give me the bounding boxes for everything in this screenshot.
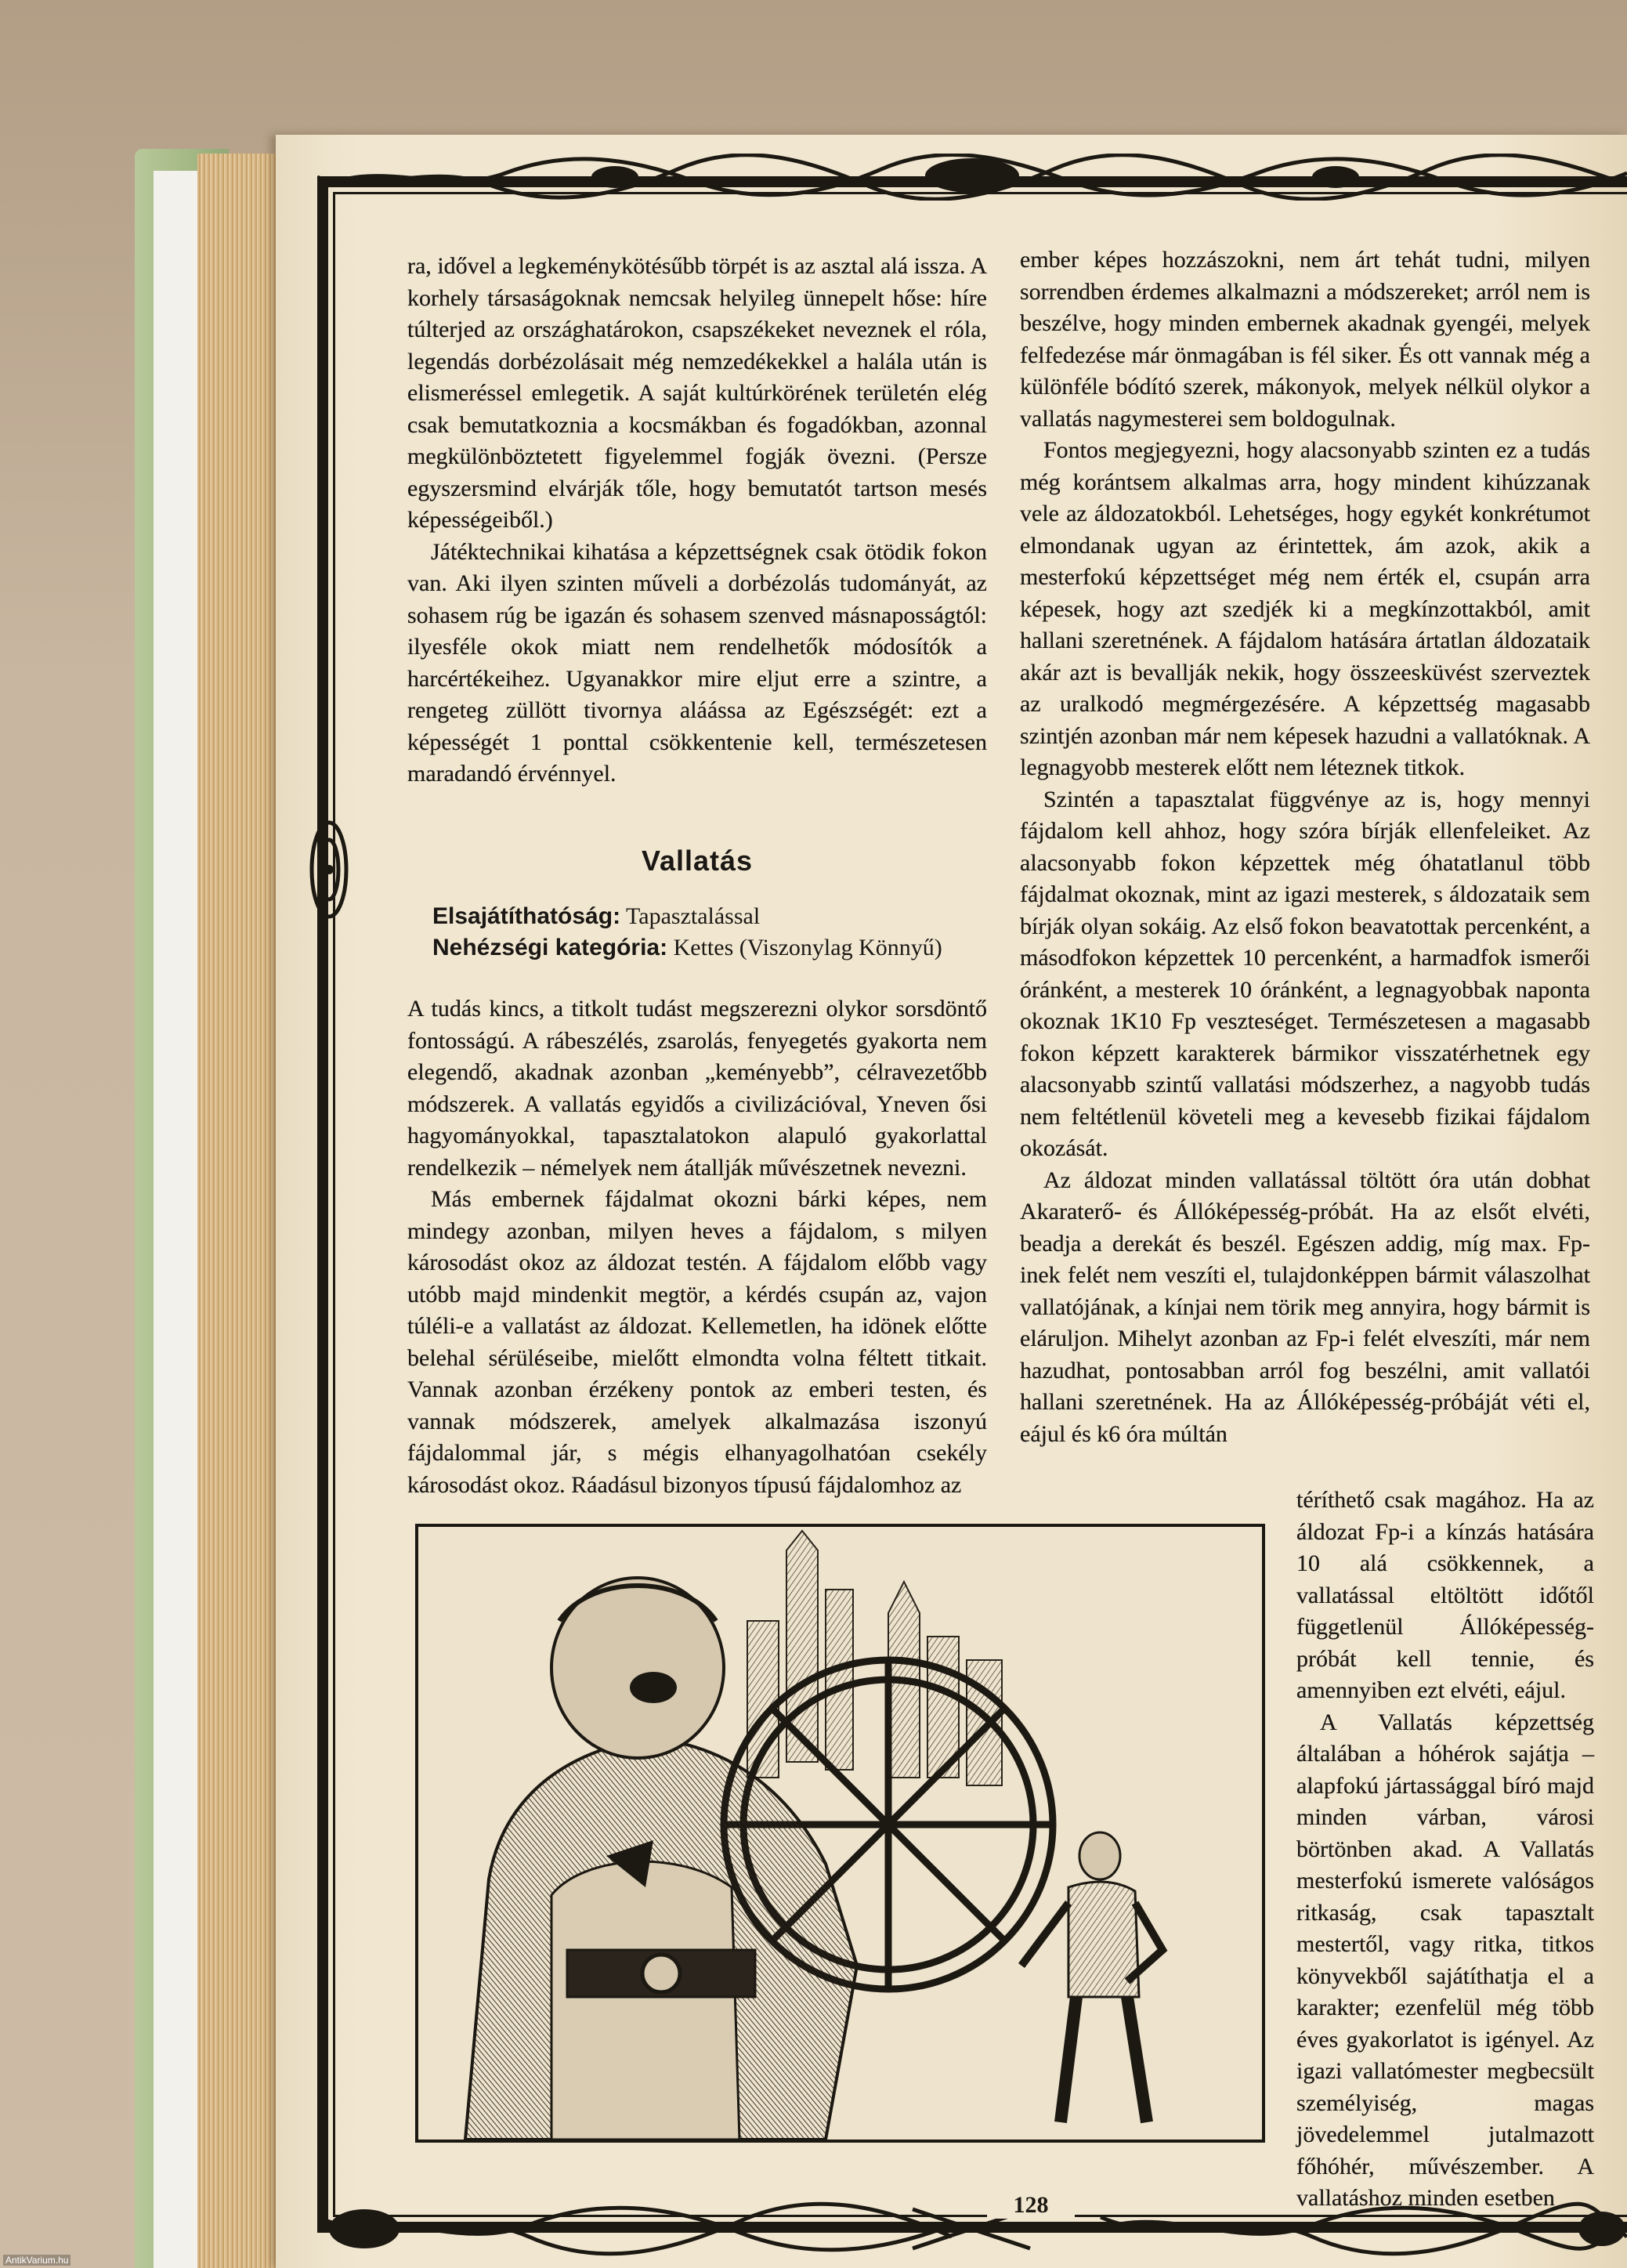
- paragraph: A tudás kincs, a titkolt tudást megszerezni olykor sorsdöntő fontosságú. A rábeszélés, zsarolás, fenyegetés gyakorta nem elegendő, akadnak azonban „keményebb”, célravezetőbb módszerek. A vallatás egyidős a civilizációval, Yneven ősi hagyományokkal, tapasztalatokon alapuló gyakorlattal rendelkezik – némelyek nem átallják művészetnek nevezni.: [407, 996, 987, 1181]
- paragraph: Szintén a tapasztalat függvénye az is, hogy mennyi fájdalom kell ahhoz, hogy szóra bírják ellenfeleiket. Az alacsonyabb fokon képzettek még óhatatlanul több fájdalmat okoznak, mint az igazi mesterek, s áldozataik sem bírják olyan sokáig. Az első fokon beavatottak percenként, a másodfokon képzettek 10 percenként, a harmadfok ismerői óránként, a mesterek 10 óránként, a legnagyobbak naponta okoznak 1K10 Fp veszteséget. Természetesen a magasabb fokon képzett karakterek bármikor visszatérhetnek egy alacsonyabb szintű vallatási módszerhez, a nagyobb tudás nem feltétlenül követeli meg a kevesebb fizikai fájdalom okozását.: [1020, 786, 1590, 1161]
- paragraph: Fontos megjegyezni, hogy alacsonyabb szinten ez a tudás még korántsem alkalmas arra, hogy mindent kihúzzanak vele az áldozatokból. Lehetséges, hogy egykét konkrétumot elmondanak ugyan az érintettek, ám azok, akik a mesterfokú képzettséget még nem érték el, csupán arra képesek, hogy azt szedjék ki a megkínzottakból, amit hallani szeretnének. A fájdalom hatására ártatlan áldozataik akár azt is bevallják nekik, hogy összeesküvést szerveztek az uralkodó megmérgezésére. A képzettség magasabb szintjén azonban már nem képesek hazudni a vallatóknak. A legnagyobb mesterek előtt nem léteznek titkok.: [1020, 437, 1590, 780]
- paragraph: Játéktechnikai kihatása a képzettségnek csak ötödik fokon van. Aki ilyen szinten műveli a dorbézolás tudományát, az sohasem rúg be igazán és sohasem szenved másnaposságtól: ilyesféle okok miatt nem rendelhetők módosítók a harcértékeihez. Ugyanakkor mire eljut erre a szintre, a rengeteg züllött tivornya aláássa az Egészségét: ezt a képességét 1 ponttal csökkentenie kell, természetesen maradandó érvénnyel.: [407, 538, 987, 787]
- paragraph: A Vallatás képzettség általában a hóhérok sajátja – alapfokú jártassággal bíró majd minden várban, városi börtönben akad. A Vallatás mesterfokú ismerete valóságos ritkaság, csak tapasztalt mestertől, vagy ritka, titkos könyvekből sajátíthatja el a karakter; ezenfelül még több éves gyakorlatot is igényel. Az igazi vallatómester megbecsült személyiség, magas jövedelemmel jutalmazott főhóhér, művészember. A vallatáshoz minden esetben: [1296, 1709, 1594, 2211]
- meta-value: Kettes (Viszonylag Könnyű): [673, 935, 942, 960]
- right-column-narrow: [1296, 1485, 1594, 2215]
- illustration-drawing: [418, 1527, 1262, 2140]
- watermark: AntikVarium.hu: [3, 2255, 71, 2266]
- paragraph: Más embernek fájdalmat okozni bárki képes, nem mindegy azonban, milyen heves a fájdalom, s milyen károsodást okoz az áldozat testén. A fájdalom előbb vagy utóbb majd mindenkit megtör, a kérdés csupán az, vajon túléli-e a vallatást az áldozat. Kellemetlen, ha idönek előtte belehal sérüléseibe, mielőtt elmondta volna féltett titkait. Vannak azonban érzékeny pontok az emberi testen, és vannak módszerek, amelyek alkalmazása iszonyú fájdalommal jár, s mégis elhanyagolhatóan csekély károsodást okoz. Ráadásul bizonyos típusú fájdalomhoz az: [407, 1186, 987, 1498]
- left-column-top: [407, 251, 987, 790]
- paragraph: téríthető csak magához. Ha az áldozat Fp-i a kínzás hatására 10 alá csökkennek, a vallatással eltöltött időtől függetlenül Állóképesség-próbát kell tennie, és amennyiben ezt elvéti, eájul.: [1296, 1487, 1594, 1703]
- page-number: 128: [987, 2192, 1075, 2219]
- meta-value: Tapasztalással: [626, 903, 761, 929]
- top-ornament: [317, 154, 1627, 201]
- meta-key: Nehézségi kategória:: [432, 935, 668, 960]
- section-heading: [407, 845, 987, 877]
- torturer-illustration: [415, 1524, 1265, 2143]
- side-ornament: [306, 791, 353, 948]
- skill-meta: [432, 901, 981, 964]
- right-column: [1020, 244, 1590, 1450]
- section-heading-text: Vallatás: [641, 845, 754, 877]
- paragraph: ra, idővel a legkeménykötésűbb törpét is az asztal alá issza. A korhely társaságoknak nemcsak helyileg ünnepelt hőse: híre túlterjed az országhatárokon, csapszékeket neveznek el róla, legendás dorbézolásait még nemzedékekkel a halála után is elismeréssel emlegetik. A saját kultúrkörének területén elég csak bemutatkoznia a kocsmákban és fogadókban, azonnal megkülönböztetett figyelemmel fogják övezni. (Persze egyszersmind elvárják tőle, hogy bemutatót tartson mesés képességeiből.): [407, 253, 987, 533]
- book-flyleaf: [154, 171, 199, 2268]
- meta-key: Elsajátíthatóság:: [432, 903, 621, 929]
- meta-row: [432, 901, 981, 932]
- paragraph: ember képes hozzászokni, nem árt tehát tudni, milyen sorrendben érdemes alkalmazni a módszereket; arról nem is beszélve, hogy minden embernek akadnak gyengéi, melyek felfedezése már önmagában is fél siker. És ott vannak még a különféle bódító szerek, mákonyok, melyek nélkül olykor a vallatás nagymesterei sem boldogulnak.: [1020, 247, 1590, 432]
- left-column-bottom: [407, 993, 987, 1501]
- paragraph: Az áldozat minden vallatással töltött óra után dobhat Akaraterő- és Állóképesség-próbát. Ha az elsőt elvéti, beadja a derekát és beszél. Egészen addig, míg max. Fp-inek felét nem veszíti el, tulajdonképpen bármit válaszolhat vallatójának, a kínjai nem törik meg annyira, hogy bármit is eláruljon. Mihelyt azonban az Fp-i felét elveszíti, már nem hazudhat, pontosabban arról fog beszélni, amit vallatói hallani szeretnének. Ha az Állóképesség-próbáját véti el, eájul és k6 óra múltán: [1020, 1167, 1590, 1447]
- meta-row: [432, 932, 981, 964]
